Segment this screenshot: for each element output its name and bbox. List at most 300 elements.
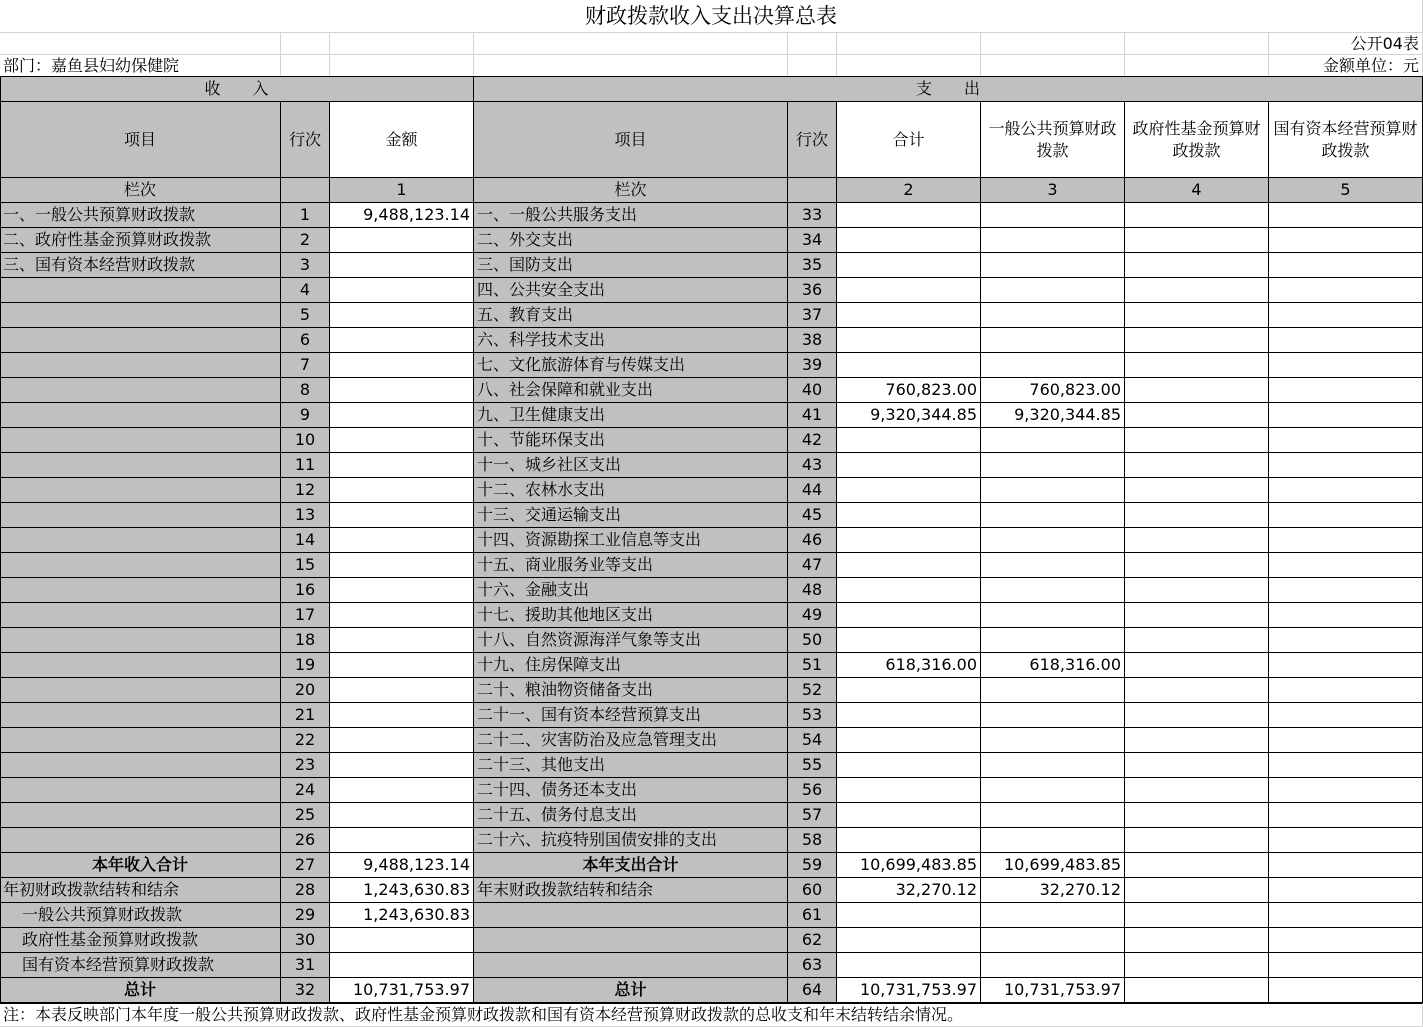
expense-gov-fund[interactable] (1125, 528, 1269, 553)
expense-state-capital[interactable] (1269, 228, 1423, 253)
income-row-no: 30 (281, 928, 330, 953)
expense-total[interactable] (837, 928, 981, 953)
income-item (0, 678, 281, 703)
income-row-no: 3 (281, 253, 330, 278)
header-item-income: 项目 (0, 102, 281, 178)
header-total: 合计 (837, 102, 981, 178)
income-item (0, 603, 281, 628)
expense-item (474, 953, 788, 978)
income-amount[interactable] (330, 553, 474, 578)
expense-gov-fund[interactable] (1125, 453, 1269, 478)
grid-cell (837, 55, 981, 77)
expense-total[interactable] (837, 328, 981, 353)
expense-state-capital[interactable] (1269, 828, 1423, 853)
expense-gov-fund[interactable] (1125, 203, 1269, 228)
expense-item: 十八、自然资源海洋气象等支出 (474, 628, 788, 653)
expense-state-capital[interactable] (1269, 478, 1423, 503)
income-item: 二、政府性基金预算财政拨款 (0, 228, 281, 253)
income-row-no: 13 (281, 503, 330, 528)
income-amount[interactable]: 9,488,123.14 (330, 853, 474, 878)
income-row-no: 1 (281, 203, 330, 228)
income-row-no: 14 (281, 528, 330, 553)
income-amount[interactable] (330, 478, 474, 503)
expense-row-no: 52 (788, 678, 837, 703)
grid-cell (330, 33, 474, 55)
expense-general-budget[interactable] (981, 753, 1125, 778)
income-row-no: 8 (281, 378, 330, 403)
expense-general-budget[interactable] (981, 953, 1125, 978)
expense-total[interactable]: 9,320,344.85 (837, 403, 981, 428)
income-item: 三、国有资本经营财政拨款 (0, 253, 281, 278)
expense-gov-fund[interactable] (1125, 828, 1269, 853)
expense-total[interactable] (837, 203, 981, 228)
expense-state-capital[interactable] (1269, 728, 1423, 753)
expense-item: 四、公共安全支出 (474, 278, 788, 303)
expense-item: 二十二、灾害防治及应急管理支出 (474, 728, 788, 753)
income-row-no: 20 (281, 678, 330, 703)
expense-item: 总计 (474, 978, 788, 1003)
expense-gov-fund[interactable] (1125, 853, 1269, 878)
expense-general-budget[interactable]: 9,320,344.85 (981, 403, 1125, 428)
expense-gov-fund[interactable] (1125, 503, 1269, 528)
expense-item: 十三、交通运输支出 (474, 503, 788, 528)
header-item-expense: 项目 (474, 102, 788, 178)
expense-state-capital[interactable] (1269, 253, 1423, 278)
expense-total[interactable] (837, 778, 981, 803)
expense-state-capital[interactable] (1269, 678, 1423, 703)
expense-gov-fund[interactable] (1125, 878, 1269, 903)
expense-total[interactable] (837, 553, 981, 578)
expense-item: 八、社会保障和就业支出 (474, 378, 788, 403)
expense-row-no: 61 (788, 903, 837, 928)
income-item (0, 803, 281, 828)
expense-general-budget[interactable] (981, 528, 1125, 553)
income-item (0, 728, 281, 753)
expense-total[interactable] (837, 903, 981, 928)
expense-row-no: 40 (788, 378, 837, 403)
expense-total[interactable] (837, 353, 981, 378)
expense-state-capital[interactable] (1269, 628, 1423, 653)
expense-total[interactable] (837, 628, 981, 653)
expense-state-capital[interactable] (1269, 303, 1423, 328)
income-row-no: 7 (281, 353, 330, 378)
expense-general-budget[interactable]: 10,731,753.97 (981, 978, 1125, 1003)
expense-state-capital[interactable] (1269, 453, 1423, 478)
income-item (0, 628, 281, 653)
expense-gov-fund[interactable] (1125, 378, 1269, 403)
table-left-border (0, 77, 1, 1003)
income-row-no: 9 (281, 403, 330, 428)
expense-item: 二十五、债务付息支出 (474, 803, 788, 828)
income-row-no: 11 (281, 453, 330, 478)
expense-general-budget[interactable] (981, 578, 1125, 603)
income-amount[interactable] (330, 378, 474, 403)
expense-general-budget[interactable] (981, 303, 1125, 328)
expense-gov-fund[interactable] (1125, 928, 1269, 953)
expense-state-capital[interactable] (1269, 953, 1423, 978)
expense-state-capital[interactable] (1269, 603, 1423, 628)
expense-general-budget[interactable] (981, 478, 1125, 503)
income-item (0, 828, 281, 853)
expense-gov-fund[interactable] (1125, 328, 1269, 353)
income-row-no: 27 (281, 853, 330, 878)
income-row-no: 22 (281, 728, 330, 753)
income-amount[interactable] (330, 928, 474, 953)
expense-total[interactable] (837, 278, 981, 303)
expense-gov-fund[interactable] (1125, 978, 1269, 1003)
expense-item: 本年支出合计 (474, 853, 788, 878)
expense-general-budget[interactable]: 618,316.00 (981, 653, 1125, 678)
header-gov-fund: 政府性基金预算财政拨款 (1125, 102, 1269, 178)
expense-gov-fund[interactable] (1125, 428, 1269, 453)
expense-general-budget[interactable] (981, 928, 1125, 953)
income-amount[interactable] (330, 503, 474, 528)
expense-state-capital[interactable] (1269, 528, 1423, 553)
expense-general-budget[interactable] (981, 553, 1125, 578)
col-number-5: 5 (1269, 178, 1423, 203)
expense-row-no: 56 (788, 778, 837, 803)
expense-total[interactable] (837, 503, 981, 528)
expense-total[interactable] (837, 228, 981, 253)
expense-state-capital[interactable] (1269, 853, 1423, 878)
expense-row-no: 48 (788, 578, 837, 603)
expense-state-capital[interactable] (1269, 903, 1423, 928)
income-amount[interactable] (330, 528, 474, 553)
income-amount[interactable] (330, 803, 474, 828)
expense-general-budget[interactable] (981, 353, 1125, 378)
expense-total[interactable]: 618,316.00 (837, 653, 981, 678)
expense-total[interactable]: 32,270.12 (837, 878, 981, 903)
income-amount[interactable] (330, 753, 474, 778)
income-item (0, 578, 281, 603)
income-row-no: 19 (281, 653, 330, 678)
income-amount[interactable]: 1,243,630.83 (330, 878, 474, 903)
expense-general-budget[interactable] (981, 628, 1125, 653)
expense-item: 二十四、债务还本支出 (474, 778, 788, 803)
income-item (0, 653, 281, 678)
expense-gov-fund[interactable] (1125, 778, 1269, 803)
income-amount[interactable] (330, 253, 474, 278)
expense-total[interactable] (837, 453, 981, 478)
grid-cell (981, 55, 1125, 77)
income-amount[interactable]: 9,488,123.14 (330, 203, 474, 228)
expense-general-budget[interactable]: 10,699,483.85 (981, 853, 1125, 878)
expense-state-capital[interactable] (1269, 553, 1423, 578)
expense-state-capital[interactable] (1269, 578, 1423, 603)
footnote: 注：本表反映部门本年度一般公共预算财政拨款、政府性基金预算财政拨款和国有资本经营预算财政拨款的总收支和年末结转结余情况。 (0, 1003, 1423, 1027)
expense-item (474, 928, 788, 953)
income-amount[interactable] (330, 328, 474, 353)
grid-cell (1125, 55, 1269, 77)
expense-state-capital[interactable] (1269, 753, 1423, 778)
income-row-no: 17 (281, 603, 330, 628)
income-amount[interactable] (330, 578, 474, 603)
expense-item: 十七、援助其他地区支出 (474, 603, 788, 628)
expense-row-no: 42 (788, 428, 837, 453)
income-item (0, 278, 281, 303)
income-row-no: 26 (281, 828, 330, 853)
expense-item: 十六、金融支出 (474, 578, 788, 603)
income-item (0, 528, 281, 553)
col-label-expense: 栏次 (474, 178, 788, 203)
col-label-blank (281, 178, 330, 203)
income-row-no: 12 (281, 478, 330, 503)
income-item (0, 428, 281, 453)
expense-state-capital[interactable] (1269, 328, 1423, 353)
expense-state-capital[interactable] (1269, 878, 1423, 903)
income-item (0, 453, 281, 478)
expense-gov-fund[interactable] (1125, 678, 1269, 703)
expense-gov-fund[interactable] (1125, 803, 1269, 828)
expense-item (474, 903, 788, 928)
expense-general-budget[interactable] (981, 453, 1125, 478)
form-number: 公开04表 (1269, 33, 1423, 55)
income-item (0, 553, 281, 578)
income-item: 一般公共预算财政拨款 (0, 903, 281, 928)
expense-total[interactable] (837, 428, 981, 453)
expense-total[interactable] (837, 578, 981, 603)
header-general-budget: 一般公共预算财政拨款 (981, 102, 1125, 178)
income-row-no: 31 (281, 953, 330, 978)
income-amount[interactable] (330, 728, 474, 753)
expense-row-no: 33 (788, 203, 837, 228)
expense-total[interactable] (837, 528, 981, 553)
income-item: 国有资本经营预算财政拨款 (0, 953, 281, 978)
income-row-no: 24 (281, 778, 330, 803)
expense-general-budget[interactable] (981, 603, 1125, 628)
expense-row-no: 41 (788, 403, 837, 428)
expense-general-budget[interactable] (981, 428, 1125, 453)
expense-row-no: 35 (788, 253, 837, 278)
expense-general-budget[interactable] (981, 203, 1125, 228)
expense-general-budget[interactable] (981, 253, 1125, 278)
expense-total[interactable] (837, 678, 981, 703)
expense-state-capital[interactable] (1269, 778, 1423, 803)
income-item (0, 353, 281, 378)
grid-cell (837, 33, 981, 55)
expense-row-no: 57 (788, 803, 837, 828)
expense-item: 五、教育支出 (474, 303, 788, 328)
expense-state-capital[interactable] (1269, 978, 1423, 1003)
expense-state-capital[interactable] (1269, 203, 1423, 228)
income-amount[interactable] (330, 603, 474, 628)
expense-gov-fund[interactable] (1125, 728, 1269, 753)
table-title: 财政拨款收入支出决算总表 (0, 0, 1423, 33)
expense-general-budget[interactable] (981, 678, 1125, 703)
income-amount[interactable]: 1,243,630.83 (330, 903, 474, 928)
income-amount[interactable] (330, 453, 474, 478)
expense-general-budget[interactable] (981, 903, 1125, 928)
income-item (0, 378, 281, 403)
expense-gov-fund[interactable] (1125, 478, 1269, 503)
income-item (0, 478, 281, 503)
expense-state-capital[interactable] (1269, 928, 1423, 953)
income-row-no: 15 (281, 553, 330, 578)
expense-total[interactable]: 760,823.00 (837, 378, 981, 403)
expense-total[interactable] (837, 728, 981, 753)
income-row-no: 25 (281, 803, 330, 828)
expense-general-budget[interactable] (981, 703, 1125, 728)
income-row-no: 29 (281, 903, 330, 928)
grid-cell (281, 33, 330, 55)
expense-total[interactable] (837, 803, 981, 828)
expense-row-no: 34 (788, 228, 837, 253)
expense-item: 一、一般公共服务支出 (474, 203, 788, 228)
income-item (0, 503, 281, 528)
expense-header: 支 出 (474, 77, 1423, 102)
expense-item: 六、科学技术支出 (474, 328, 788, 353)
expense-gov-fund[interactable] (1125, 553, 1269, 578)
expense-total[interactable] (837, 828, 981, 853)
grid-cell (0, 33, 281, 55)
expense-gov-fund[interactable] (1125, 653, 1269, 678)
expense-gov-fund[interactable] (1125, 703, 1269, 728)
header-row-no-income: 行次 (281, 102, 330, 178)
income-item: 年初财政拨款结转和结余 (0, 878, 281, 903)
grid-cell (330, 55, 474, 77)
expense-gov-fund[interactable] (1125, 228, 1269, 253)
expense-gov-fund[interactable] (1125, 953, 1269, 978)
expense-item: 二十、粮油物资储备支出 (474, 678, 788, 703)
income-item (0, 403, 281, 428)
expense-state-capital[interactable] (1269, 403, 1423, 428)
expense-total[interactable] (837, 703, 981, 728)
income-amount[interactable] (330, 228, 474, 253)
income-item (0, 303, 281, 328)
expense-item: 十四、资源勘探工业信息等支出 (474, 528, 788, 553)
expense-item: 十五、商业服务业等支出 (474, 553, 788, 578)
income-row-no: 6 (281, 328, 330, 353)
expense-row-no: 47 (788, 553, 837, 578)
expense-gov-fund[interactable] (1125, 403, 1269, 428)
expense-total[interactable] (837, 253, 981, 278)
expense-gov-fund[interactable] (1125, 278, 1269, 303)
header-amount: 金额 (330, 102, 474, 178)
income-item (0, 778, 281, 803)
expense-item: 十一、城乡社区支出 (474, 453, 788, 478)
income-amount[interactable] (330, 353, 474, 378)
expense-gov-fund[interactable] (1125, 903, 1269, 928)
income-item (0, 703, 281, 728)
expense-total[interactable] (837, 753, 981, 778)
income-amount[interactable] (330, 778, 474, 803)
expense-state-capital[interactable] (1269, 653, 1423, 678)
expense-general-budget[interactable] (981, 728, 1125, 753)
expense-total[interactable]: 10,699,483.85 (837, 853, 981, 878)
expense-gov-fund[interactable] (1125, 753, 1269, 778)
expense-state-capital[interactable] (1269, 703, 1423, 728)
expense-total[interactable]: 10,731,753.97 (837, 978, 981, 1003)
grid-cell (281, 55, 330, 77)
expense-row-no: 46 (788, 528, 837, 553)
income-item: 政府性基金预算财政拨款 (0, 928, 281, 953)
income-row-no: 5 (281, 303, 330, 328)
income-row-no: 10 (281, 428, 330, 453)
income-row-no: 28 (281, 878, 330, 903)
expense-total[interactable] (837, 303, 981, 328)
expense-state-capital[interactable] (1269, 278, 1423, 303)
expense-item: 三、国防支出 (474, 253, 788, 278)
expense-row-no: 36 (788, 278, 837, 303)
expense-general-budget[interactable] (981, 503, 1125, 528)
income-row-no: 23 (281, 753, 330, 778)
income-amount[interactable] (330, 678, 474, 703)
income-amount[interactable] (330, 628, 474, 653)
expense-row-no: 44 (788, 478, 837, 503)
income-amount[interactable] (330, 278, 474, 303)
expense-general-budget[interactable] (981, 778, 1125, 803)
expense-gov-fund[interactable] (1125, 303, 1269, 328)
expense-row-no: 60 (788, 878, 837, 903)
expense-row-no: 58 (788, 828, 837, 853)
expense-row-no: 55 (788, 753, 837, 778)
income-amount[interactable] (330, 828, 474, 853)
expense-item: 年末财政拨款结转和结余 (474, 878, 788, 903)
income-amount[interactable] (330, 403, 474, 428)
income-amount[interactable] (330, 653, 474, 678)
unit-label: 金额单位：元 (1269, 55, 1423, 77)
expense-general-budget[interactable] (981, 828, 1125, 853)
expense-state-capital[interactable] (1269, 803, 1423, 828)
expense-gov-fund[interactable] (1125, 253, 1269, 278)
grid-cell (1125, 33, 1269, 55)
expense-general-budget[interactable]: 32,270.12 (981, 878, 1125, 903)
income-item: 一、一般公共预算财政拨款 (0, 203, 281, 228)
grid-cell (788, 55, 837, 77)
income-amount[interactable] (330, 953, 474, 978)
income-row-no: 32 (281, 978, 330, 1003)
grid-cell (981, 33, 1125, 55)
expense-state-capital[interactable] (1269, 353, 1423, 378)
expense-item: 十九、住房保障支出 (474, 653, 788, 678)
expense-gov-fund[interactable] (1125, 353, 1269, 378)
income-amount[interactable] (330, 703, 474, 728)
expense-item: 七、文化旅游体育与传媒支出 (474, 353, 788, 378)
col-number-4: 4 (1125, 178, 1269, 203)
grid-cell (474, 55, 788, 77)
col-label-blank (788, 178, 837, 203)
expense-general-budget[interactable] (981, 228, 1125, 253)
income-amount[interactable]: 10,731,753.97 (330, 978, 474, 1003)
col-label-income: 栏次 (0, 178, 281, 203)
expense-row-no: 64 (788, 978, 837, 1003)
expense-total[interactable] (837, 478, 981, 503)
income-amount[interactable] (330, 303, 474, 328)
expense-row-no: 53 (788, 703, 837, 728)
expense-general-budget[interactable] (981, 803, 1125, 828)
department-label: 部门：嘉鱼县妇幼保健院 (0, 55, 281, 77)
expense-gov-fund[interactable] (1125, 628, 1269, 653)
expense-total[interactable] (837, 603, 981, 628)
expense-gov-fund[interactable] (1125, 578, 1269, 603)
expense-state-capital[interactable] (1269, 503, 1423, 528)
income-amount[interactable] (330, 428, 474, 453)
expense-row-no: 51 (788, 653, 837, 678)
expense-general-budget[interactable]: 760,823.00 (981, 378, 1125, 403)
expense-general-budget[interactable] (981, 328, 1125, 353)
expense-state-capital[interactable] (1269, 428, 1423, 453)
expense-total[interactable] (837, 953, 981, 978)
expense-row-no: 63 (788, 953, 837, 978)
expense-state-capital[interactable] (1269, 378, 1423, 403)
expense-row-no: 39 (788, 353, 837, 378)
grid-cell (474, 33, 788, 55)
expense-gov-fund[interactable] (1125, 603, 1269, 628)
income-row-no: 2 (281, 228, 330, 253)
expense-row-no: 50 (788, 628, 837, 653)
expense-item: 九、卫生健康支出 (474, 403, 788, 428)
expense-general-budget[interactable] (981, 278, 1125, 303)
